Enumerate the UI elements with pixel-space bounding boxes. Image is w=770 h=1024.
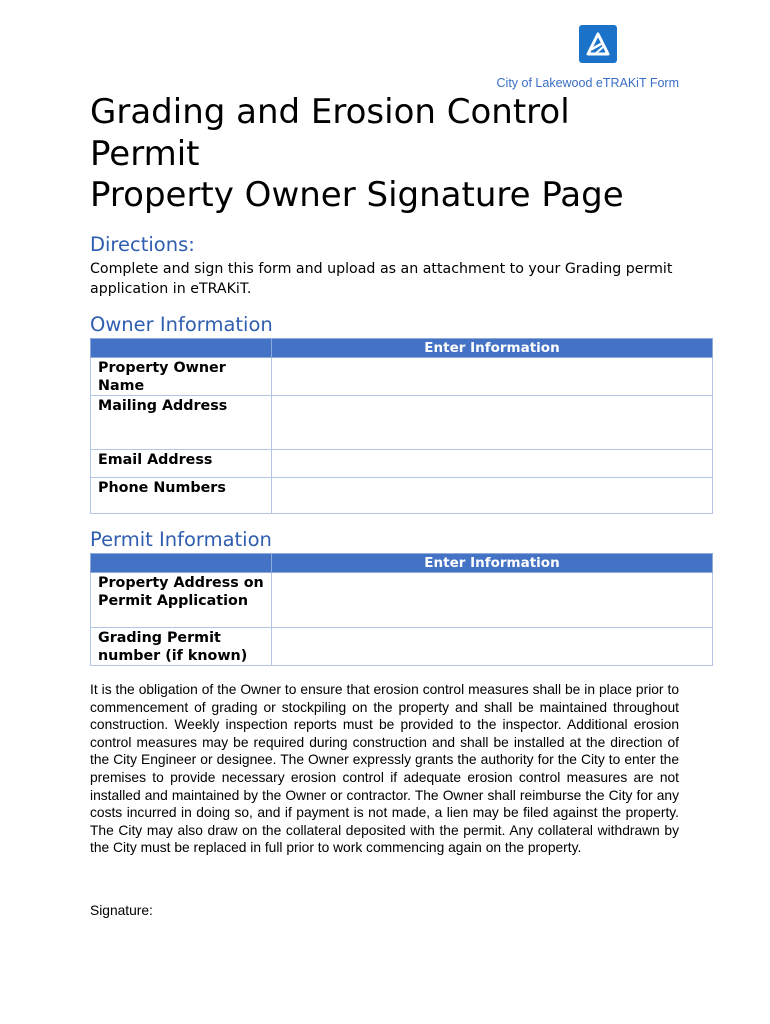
mailing-address-field[interactable] — [272, 396, 713, 450]
property-address-field[interactable] — [272, 573, 713, 628]
directions-heading: Directions: — [90, 233, 195, 256]
table-header-empty — [91, 339, 272, 358]
owner-information-heading: Owner Information — [90, 313, 273, 336]
email-address-label: Email Address — [91, 450, 272, 478]
permit-information-table — [90, 553, 713, 666]
page-title — [90, 92, 710, 217]
title-line-2: Permit — [90, 133, 200, 174]
property-address-label: Property Address on Permit Application — [91, 573, 272, 628]
lakewood-logo-icon — [579, 25, 617, 63]
table-row — [91, 396, 713, 450]
table-row — [91, 478, 713, 514]
table-header-row — [91, 339, 713, 358]
grading-permit-number-field[interactable] — [272, 628, 713, 666]
title-line-3: Property Owner Signature Page — [90, 175, 624, 215]
table-header-row — [91, 554, 713, 573]
property-owner-name-label: Property Owner Name — [91, 358, 272, 396]
title-line-1: Grading and Erosion Control — [90, 92, 570, 132]
phone-numbers-label: Phone Numbers — [91, 478, 272, 514]
table-row — [91, 628, 713, 666]
header-caption: City of Lakewood eTRAKiT Form — [496, 76, 679, 90]
owner-information-table — [90, 338, 713, 514]
grading-permit-number-label: Grading Permit number (if known) — [91, 628, 272, 666]
table-row — [91, 450, 713, 478]
table-row — [91, 573, 713, 628]
obligation-paragraph: It is the obligation of the Owner to ensure that erosion control measures shall be in place prior to commencement of grading or stockpiling on the property and shall be maintained throughout construction. Weekly inspection reports must be provided to the inspector. Additional erosion control measures may be required during construction and shall be installed at the direction of the City Engineer or designee. The Owner expressly grants the authority for the City to enter the premises to provide necessary erosion control if adequate erosion control measures are not installed and maintained by the Owner or contractor. The Owner shall reimburse the City for any costs incurred in doing so, and if payment is not made, a lien may be filed against the property. The City may also draw on the collateral deposited with the permit. Any collateral withdrawn by the City must be replaced in full prior to work commencing again on the property. — [90, 682, 679, 856]
permit-information-heading: Permit Information — [90, 528, 272, 551]
property-owner-name-field[interactable] — [272, 358, 713, 396]
table-header-empty — [91, 554, 272, 573]
table-header-enter-information: Enter Information — [272, 339, 713, 358]
signature-label: Signature: — [90, 903, 153, 918]
email-address-field[interactable] — [272, 450, 713, 478]
table-header-enter-information: Enter Information — [272, 554, 713, 573]
directions-text: Complete and sign this form and upload as an attachment to your Grading permit application in eTRAKiT. — [90, 261, 673, 297]
mailing-address-label: Mailing Address — [91, 396, 272, 450]
phone-numbers-field[interactable] — [272, 478, 713, 514]
table-row — [91, 358, 713, 396]
